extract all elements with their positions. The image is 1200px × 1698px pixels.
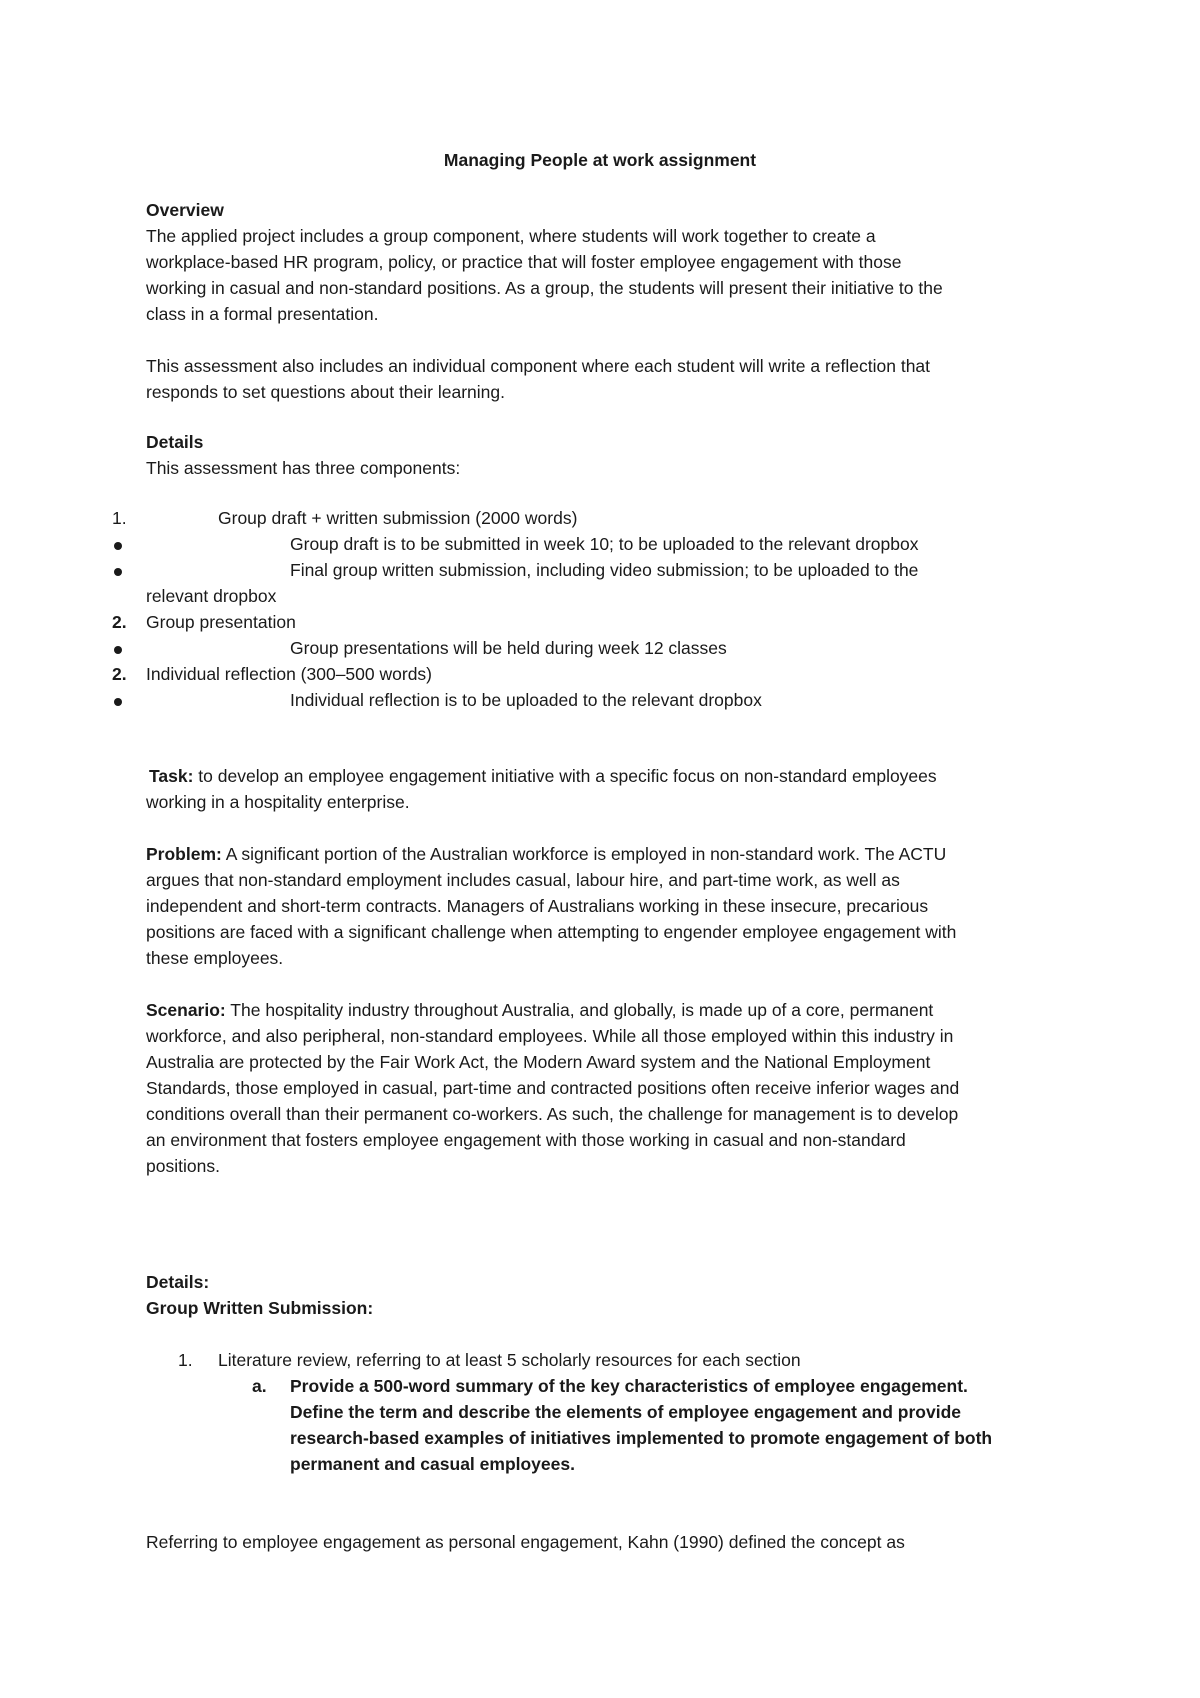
scenario-line: Standards, those employed in casual, part-time and contracted positions often receive inferior wages and	[146, 1078, 960, 1098]
scenario-line: workforce, and also peripheral, non-standard employees. While all those employed within this industry in	[146, 1026, 954, 1046]
scenario-line: an environment that fosters employee engagement with those working in casual and non-standard	[146, 1130, 906, 1150]
list-item: Group draft + written submission (2000 words)	[218, 508, 578, 528]
bullet-icon	[114, 542, 122, 550]
list-item-bold: research-based examples of initiatives implemented to promote engagement of both	[290, 1428, 993, 1448]
list-item-bold: Provide a 500-word summary of the key characteristics of employee engagement.	[290, 1376, 968, 1396]
list-number: 2.	[112, 664, 127, 684]
problem-line: argues that non-standard employment includes casual, labour hire, and part-time work, as well as	[146, 870, 900, 890]
problem-label: Problem:	[146, 844, 222, 864]
overview-line: working in casual and non-standard positions. As a group, the students will present their initiative to the	[146, 278, 943, 298]
task-paragraph	[149, 764, 937, 788]
details-heading: Details	[146, 432, 204, 452]
problem-line: independent and short-term contracts. Managers of Australians working in these insecure, precarious	[146, 896, 929, 916]
overview-heading: Overview	[146, 200, 224, 220]
details2-subheading: Group Written Submission:	[146, 1298, 374, 1318]
list-item-bold: permanent and casual employees.	[290, 1454, 575, 1474]
task-text: to develop an employee engagement initiative with a specific focus on non-standard employees	[193, 766, 937, 786]
task-line: working in a hospitality enterprise.	[146, 792, 410, 812]
problem-paragraph	[146, 842, 946, 866]
bullet-icon	[114, 568, 122, 576]
document-title: Managing People at work assignment	[443, 150, 757, 170]
problem-line: these employees.	[146, 948, 284, 968]
overview-line: responds to set questions about their learning.	[146, 382, 505, 402]
list-letter: a.	[252, 1376, 267, 1396]
problem-text: A significant portion of the Australian workforce is employed in non-standard work. The ACTU	[221, 844, 947, 864]
details2-heading: Details:	[146, 1272, 210, 1292]
list-item: Individual reflection (300–500 words)	[146, 664, 432, 684]
closing-line: Referring to employee engagement as personal engagement, Kahn (1990) defined the concept as	[146, 1532, 905, 1552]
list-number: 1.	[112, 508, 127, 528]
overview-line: This assessment also includes an individual component where each student will write a reflection that	[146, 356, 931, 376]
bullet-icon	[114, 698, 122, 706]
list-item-bold: Define the term and describe the elements of employee engagement and provide	[290, 1402, 962, 1422]
scenario-paragraph	[146, 998, 933, 1022]
problem-line: positions are faced with a significant challenge when attempting to engender employee engagement with	[146, 922, 957, 942]
scenario-line: conditions overall than their permanent co-workers. As such, the challenge for management is to develop	[146, 1104, 959, 1124]
list-item: Group presentations will be held during week 12 classes	[290, 638, 727, 658]
list-item: Final group written submission, including video submission; to be uploaded to the	[290, 560, 919, 580]
scenario-line: positions.	[146, 1156, 220, 1176]
overview-line: The applied project includes a group component, where students will work together to create a	[146, 226, 876, 246]
list-item: Group presentation	[146, 612, 296, 632]
list-item-continuation: relevant dropbox	[146, 586, 277, 606]
scenario-line: Australia are protected by the Fair Work Act, the Modern Award system and the National Employment	[146, 1052, 931, 1072]
list-item: Group draft is to be submitted in week 10; to be uploaded to the relevant dropbox	[290, 534, 919, 554]
list-number: 1.	[178, 1350, 193, 1370]
scenario-text: The hospitality industry throughout Australia, and globally, is made up of a core, permanent	[225, 1000, 934, 1020]
overview-line: class in a formal presentation.	[146, 304, 379, 324]
list-item: Individual reflection is to be uploaded to the relevant dropbox	[290, 690, 762, 710]
bullet-icon	[114, 646, 122, 654]
list-item: Literature review, referring to at least 5 scholarly resources for each section	[218, 1350, 801, 1370]
task-label: Task:	[149, 766, 194, 786]
list-number: 2.	[112, 612, 127, 632]
details-intro: This assessment has three components:	[146, 458, 461, 478]
scenario-label: Scenario:	[146, 1000, 226, 1020]
overview-line: workplace-based HR program, policy, or practice that will foster employee engagement with those	[146, 252, 902, 272]
